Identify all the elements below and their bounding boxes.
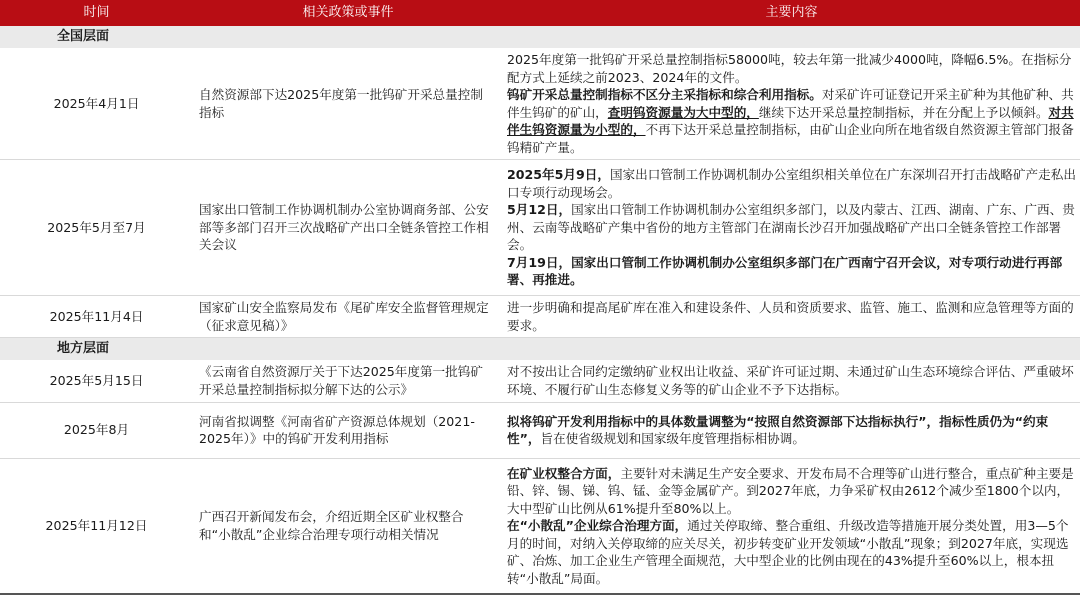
content-paragraph xyxy=(507,166,1076,201)
section-national xyxy=(0,26,1080,48)
row-event: 河南省拟调整《河南省矿产资源总体规划（2021-2025年）》中的钨矿开发利用指标 xyxy=(193,402,503,458)
content-paragraph xyxy=(507,465,1076,518)
row-date: 2025年8月 xyxy=(0,402,193,458)
content-text: 继续下达开采总量控制指标，并在分配上予以倾斜。 xyxy=(758,104,1049,120)
row-event: 广西召开新闻发布会，介绍近期全区矿业权整合和“小散乱”企业综合治理专项行动相关情况 xyxy=(193,458,503,594)
row-date: 2025年5月15日 xyxy=(0,360,193,402)
content-paragraph xyxy=(507,413,1076,448)
content-text: 国家出口管制工作协调机制办公室组织相关单位在广东深圳召开打击战略矿产走私出口专项行动现场会。 xyxy=(507,167,1076,200)
row-content xyxy=(503,402,1080,458)
content-text: 通过关停取缔、整合重组、升级改造等措施开展分类处置，用3—5个月的时间，对纳入关停取缔的应关尽关，初步转变矿业开发领域“小散乱”现象；到2027年底，实现选矿、冶炼、加工企业生产管理全面规范，大中型企业的比例由现在的43%提升至60%以上，根本扭转“小散乱”局面。 xyxy=(507,518,1069,586)
header-date: 时间 xyxy=(0,0,193,26)
underlined-text: 查明钨资源量为大中型的， xyxy=(607,104,759,120)
row-date: 2025年5月至7月 xyxy=(0,160,193,296)
content-text: 不再下达开采总量控制指标，由矿山企业向所在地省级自然资源主管部门报备钨精矿产量。 xyxy=(507,122,1074,155)
bold-text: 7月19日，国家出口管制工作协调机制办公室组织多部门在广西南宁召开会议，对专项行动进行再部署、再推进。 xyxy=(507,254,1063,288)
content-text: 主要针对未满足生产安全要求、开发布局不合理等矿山进行整合，重点矿种主要是铅、锌、锡、锑、钨、锰、金等金属矿产。到2027年底，力争采矿权由2612个减少至1800个以内，大中型矿山比例从61%提升至80%以上。 xyxy=(507,465,1074,516)
section-local xyxy=(0,338,1080,361)
row-content: 进一步明确和提高尾矿库在准入和建设条件、人员和资质要求、监管、施工、监测和应急管理等方面的要求。 xyxy=(503,296,1080,338)
content-paragraph xyxy=(507,201,1076,254)
table-row xyxy=(0,48,1080,160)
row-content xyxy=(503,458,1080,594)
bold-text: 钨矿开采总量控制指标不区分主采指标和综合利用指标。 xyxy=(507,87,822,102)
table-row xyxy=(0,160,1080,296)
section-label: 全国层面 xyxy=(0,26,1080,48)
table-row xyxy=(0,296,1080,338)
bold-text: 在“小散乱”企业综合治理方面， xyxy=(507,518,688,533)
content-paragraph xyxy=(507,254,1076,289)
content-text: 国家出口管制工作协调机制办公室组织多部门，以及内蒙古、江西、湖南、广东、广西、贵州、云南等战略矿产集中省份的地方主管部门在湖南长沙召开加强战略矿产出口全链条管控工作部署会。 xyxy=(507,202,1075,253)
row-event: 国家出口管制工作协调机制办公室协调商务部、公安部等多部门召开三次战略矿产出口全链条管控工作相关会议 xyxy=(193,160,503,296)
underlined-text: 对共伴生钨资源量为小型的， xyxy=(507,104,1074,137)
content-text: 旨在使省级规划和国家级年度管理指标相协调。 xyxy=(540,431,805,446)
row-date: 2025年11月4日 xyxy=(0,296,193,338)
content-paragraph: 2025年度第一批钨矿开采总量控制指标58000吨，较去年第一批减少4000吨，降幅6.5%。在指标分配方式上延续之前2023、2024年的文件。 xyxy=(507,52,1072,85)
row-content xyxy=(503,48,1080,160)
table-row xyxy=(0,402,1080,458)
row-content xyxy=(503,160,1080,296)
content-text: 对采矿许可证登记开采主矿种为其他矿种、共伴生钨矿的矿山， xyxy=(507,87,1074,120)
content-paragraph xyxy=(507,86,1076,156)
bold-text: 拟将钨矿开发利用指标中的具体数量调整为“按照自然资源部下达指标执行”，指标性质仍为“约束性”， xyxy=(507,413,1049,446)
bold-text: 2025年5月9日， xyxy=(507,167,610,183)
row-date: 2025年11月12日 xyxy=(0,458,193,594)
table-header xyxy=(0,0,1080,26)
table-row xyxy=(0,458,1080,594)
header-content: 主要内容 xyxy=(503,0,1080,26)
bold-text: 5月12日， xyxy=(507,202,572,218)
header-event: 相关政策或事件 xyxy=(193,0,503,26)
row-event: 国家矿山安全监察局发布《尾矿库安全监督管理规定（征求意见稿）》 xyxy=(193,296,503,338)
row-event: 《云南省自然资源厅关于下达2025年度第一批钨矿开采总量控制指标拟分解下达的公示》 xyxy=(193,360,503,402)
table-row xyxy=(0,360,1080,402)
section-label: 地方层面 xyxy=(0,338,1080,361)
content-paragraph xyxy=(507,517,1076,587)
row-event: 自然资源部下达2025年度第一批钨矿开采总量控制指标 xyxy=(193,48,503,160)
bold-text: 在矿业权整合方面， xyxy=(507,465,621,481)
row-content: 对不按出让合同约定缴纳矿业权出让收益、采矿许可证过期、未通过矿山生态环境综合评估、严重破坏环境、不履行矿山生态修复义务等的矿山企业不予下达指标。 xyxy=(503,360,1080,402)
row-date: 2025年4月1日 xyxy=(0,48,193,160)
